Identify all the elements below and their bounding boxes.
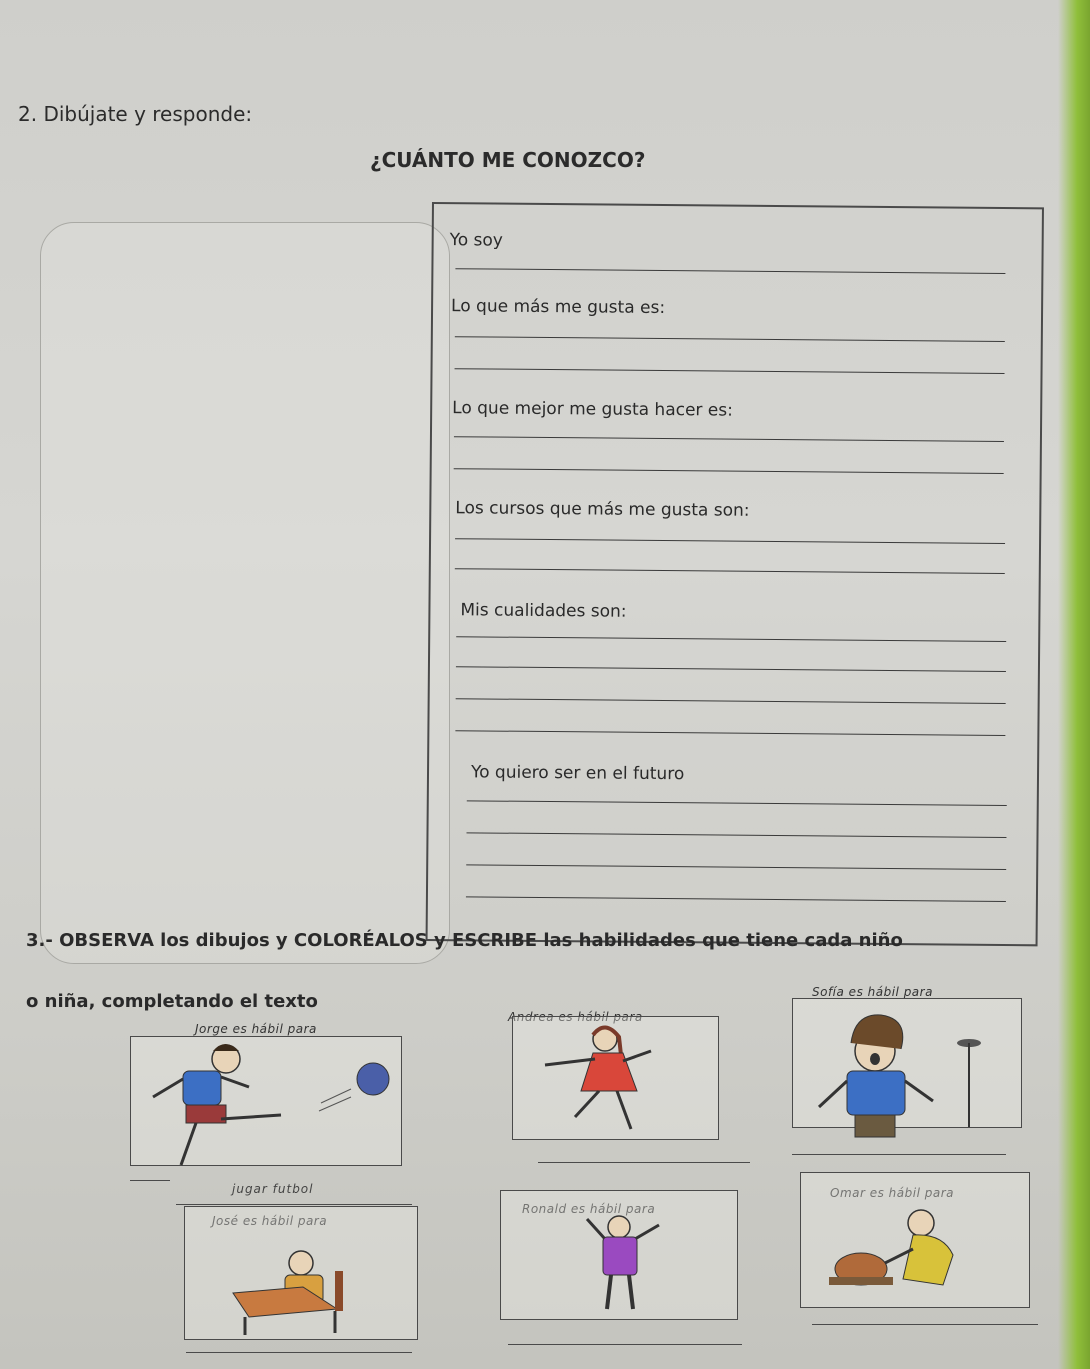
answer-line[interactable] (456, 636, 1006, 642)
boy-kicking-ball-icon (131, 1037, 401, 1177)
answer-line[interactable] (456, 698, 1006, 704)
answer-line[interactable] (176, 1204, 412, 1205)
answer-line[interactable] (455, 730, 1005, 736)
answer-line[interactable] (454, 468, 1004, 474)
answer-line[interactable] (456, 666, 1006, 672)
caption-sofia: Sofía es hábil para (812, 985, 933, 999)
answer-line[interactable] (454, 436, 1004, 442)
answer-line[interactable] (466, 896, 1006, 902)
picture-jorge-frame (130, 1036, 402, 1166)
picture-jose-frame (184, 1206, 418, 1340)
answer-line[interactable] (455, 368, 1005, 374)
answer-line[interactable] (130, 1180, 170, 1181)
answer-line[interactable] (812, 1324, 1038, 1325)
caption-jose: José es hábil para (212, 1214, 328, 1228)
caption-jorge: Jorge es hábil para (195, 1022, 317, 1036)
picture-omar-frame (800, 1172, 1030, 1308)
picture-ronald-frame (500, 1190, 738, 1320)
answer-jorge[interactable]: jugar futbol (232, 1182, 314, 1196)
self-portrait-drawing-area[interactable] (40, 222, 450, 964)
answer-line[interactable] (508, 1344, 742, 1345)
caption-omar: Omar es hábil para (830, 1186, 955, 1200)
exercise3-instruction: 3.- OBSERVA los dibujos y COLORÉALOS y ESCRIBE las habilidades que tiene cada niño (26, 930, 903, 951)
caption-andrea: Andrea es hábil para (508, 1010, 643, 1024)
answer-line[interactable] (455, 538, 1005, 544)
prompt-yo-soy: Yo soy (449, 230, 504, 251)
answer-line[interactable] (466, 832, 1006, 838)
prompt-lo-que-mejor-me-gusta-hacer: Lo que mejor me gusta hacer es: (452, 398, 733, 421)
picture-sofia-frame (792, 998, 1022, 1128)
answer-line[interactable] (466, 864, 1006, 870)
prompt-mis-cualidades: Mis cualidades son: (460, 600, 627, 622)
boy-making-pottery-icon (801, 1173, 1029, 1307)
prompt-yo-quiero-ser: Yo quiero ser en el futuro (470, 762, 685, 785)
prompt-lo-que-mas-me-gusta: Lo que más me gusta es: (451, 296, 666, 319)
answer-line[interactable] (455, 268, 1005, 274)
answer-line[interactable] (186, 1352, 412, 1353)
girl-singing-microphone-icon (793, 999, 1021, 1139)
boy-writing-desk-icon (185, 1207, 417, 1339)
answer-line[interactable] (792, 1154, 1006, 1155)
prompt-cursos-favoritos: Los cursos que más me gusta son: (455, 498, 750, 521)
boy-arms-raised-icon (501, 1191, 737, 1319)
answer-line[interactable] (455, 568, 1005, 574)
picture-andrea-frame (512, 1016, 719, 1140)
answer-line[interactable] (538, 1162, 750, 1163)
exercise2-heading: ¿CUÁNTO ME CONOZCO? (370, 148, 646, 172)
green-background-edge (1058, 0, 1090, 1369)
exercise2-title: 2. Dibújate y responde: (18, 102, 253, 126)
caption-ronald: Ronald es hábil para (522, 1202, 656, 1216)
girl-dancing-icon (513, 1017, 718, 1139)
answer-line[interactable] (467, 800, 1007, 806)
answer-box (426, 202, 1044, 946)
exercise3-instruction-continued: o niña, completando el texto (26, 991, 318, 1012)
answer-line[interactable] (455, 336, 1005, 342)
